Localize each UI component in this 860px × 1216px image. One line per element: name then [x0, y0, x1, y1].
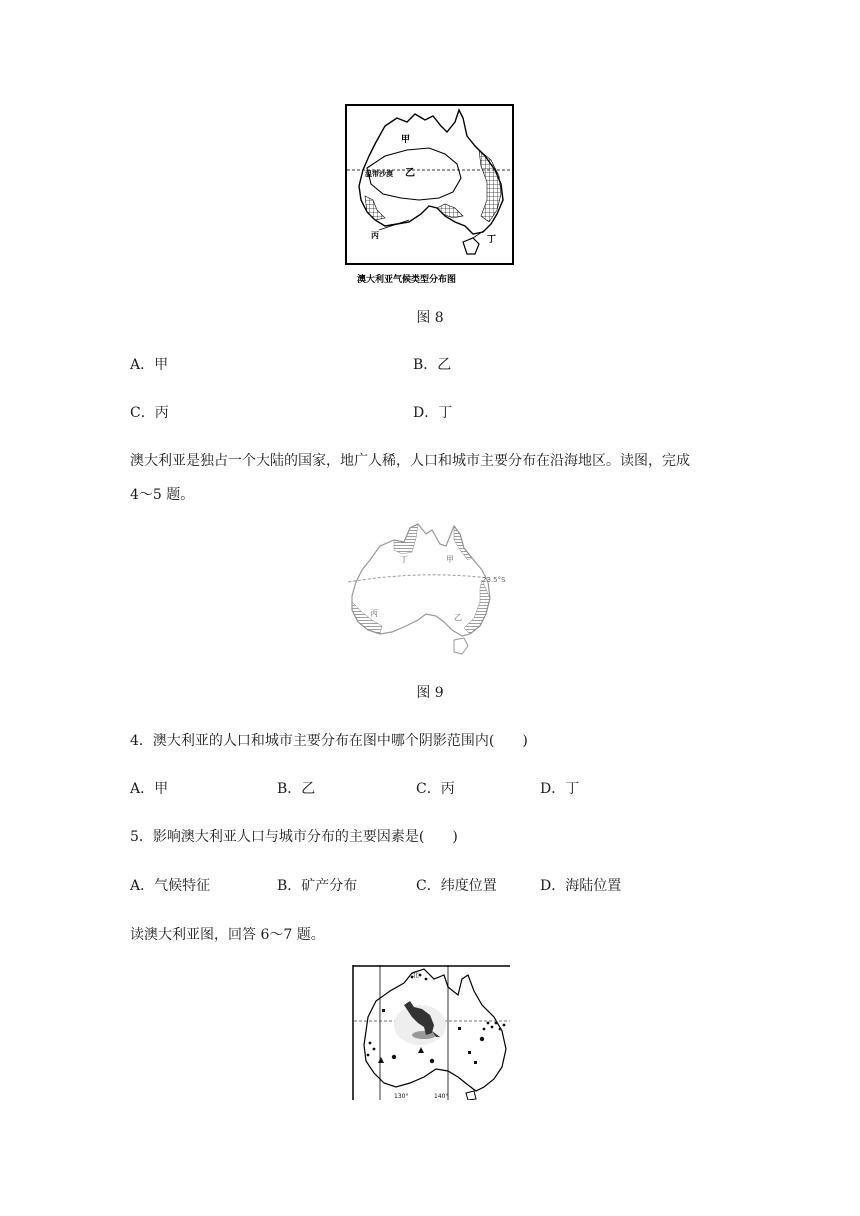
q3-option-c[interactable]: C．丙 [130, 405, 169, 421]
q4-option-c[interactable]: C．丙 [416, 781, 455, 797]
label-lon-140: 140° [434, 1093, 449, 1100]
label-yi: 乙 [405, 168, 415, 179]
label-ding: 丁 [400, 555, 408, 564]
q4-option-d[interactable]: D．丁 [540, 781, 580, 797]
continent-outline [352, 524, 490, 636]
intro-4-5-line2: 4～5 题。 [130, 487, 195, 503]
label-bing: 丙 [370, 609, 378, 618]
australia-climate-map [345, 104, 515, 294]
label-yi: 乙 [454, 613, 462, 622]
figure-8-caption: 图 8 [416, 310, 444, 326]
q4-stem: 4．澳大利亚的人口和城市主要分布在图中哪个阴影范围内( ) [130, 733, 528, 749]
label-ding: 丁 [487, 235, 497, 245]
q4-option-b[interactable]: B．乙 [277, 781, 316, 797]
australia-resources-map [352, 965, 510, 1100]
figure-10 [352, 965, 510, 1100]
q5-option-d[interactable]: D．海陆位置 [540, 878, 622, 894]
q3-option-a[interactable]: A．甲 [130, 357, 169, 373]
label-tropic: 23.5°S [482, 576, 506, 584]
map-caption: 澳大利亚气候类型分布图 [357, 275, 457, 285]
australia-population-map [340, 520, 520, 660]
q5-option-a[interactable]: A．气候特征 [130, 878, 211, 894]
q3-option-d[interactable]: D．丁 [413, 405, 453, 421]
intro-6-7: 读澳大利亚图，回答 6～7 题。 [130, 927, 325, 943]
label-north: 北 [412, 971, 419, 979]
q4-option-a[interactable]: A．甲 [130, 781, 169, 797]
figure-9 [340, 520, 520, 660]
q5-option-c[interactable]: C．纬度位置 [416, 878, 497, 894]
figure-8 [345, 104, 515, 294]
label-lon-130: 130° [394, 1093, 409, 1100]
intro-4-5-line1: 澳大利亚是独占一个大陆的国家，地广人稀，人口和城市主要分布在沿海地区。读图，完成 [130, 453, 690, 469]
label-bing: 丙 [371, 231, 379, 240]
q3-option-b[interactable]: B．乙 [413, 357, 452, 373]
label-jia: 甲 [401, 135, 411, 145]
figure-9-caption: 图 9 [416, 685, 444, 701]
label-desert: 温带沙漠 [365, 170, 393, 178]
q5-stem: 5．影响澳大利亚人口与城市分布的主要因素是( ) [130, 829, 458, 845]
label-jia: 甲 [446, 555, 454, 564]
q5-option-b[interactable]: B．矿产分布 [277, 878, 358, 894]
